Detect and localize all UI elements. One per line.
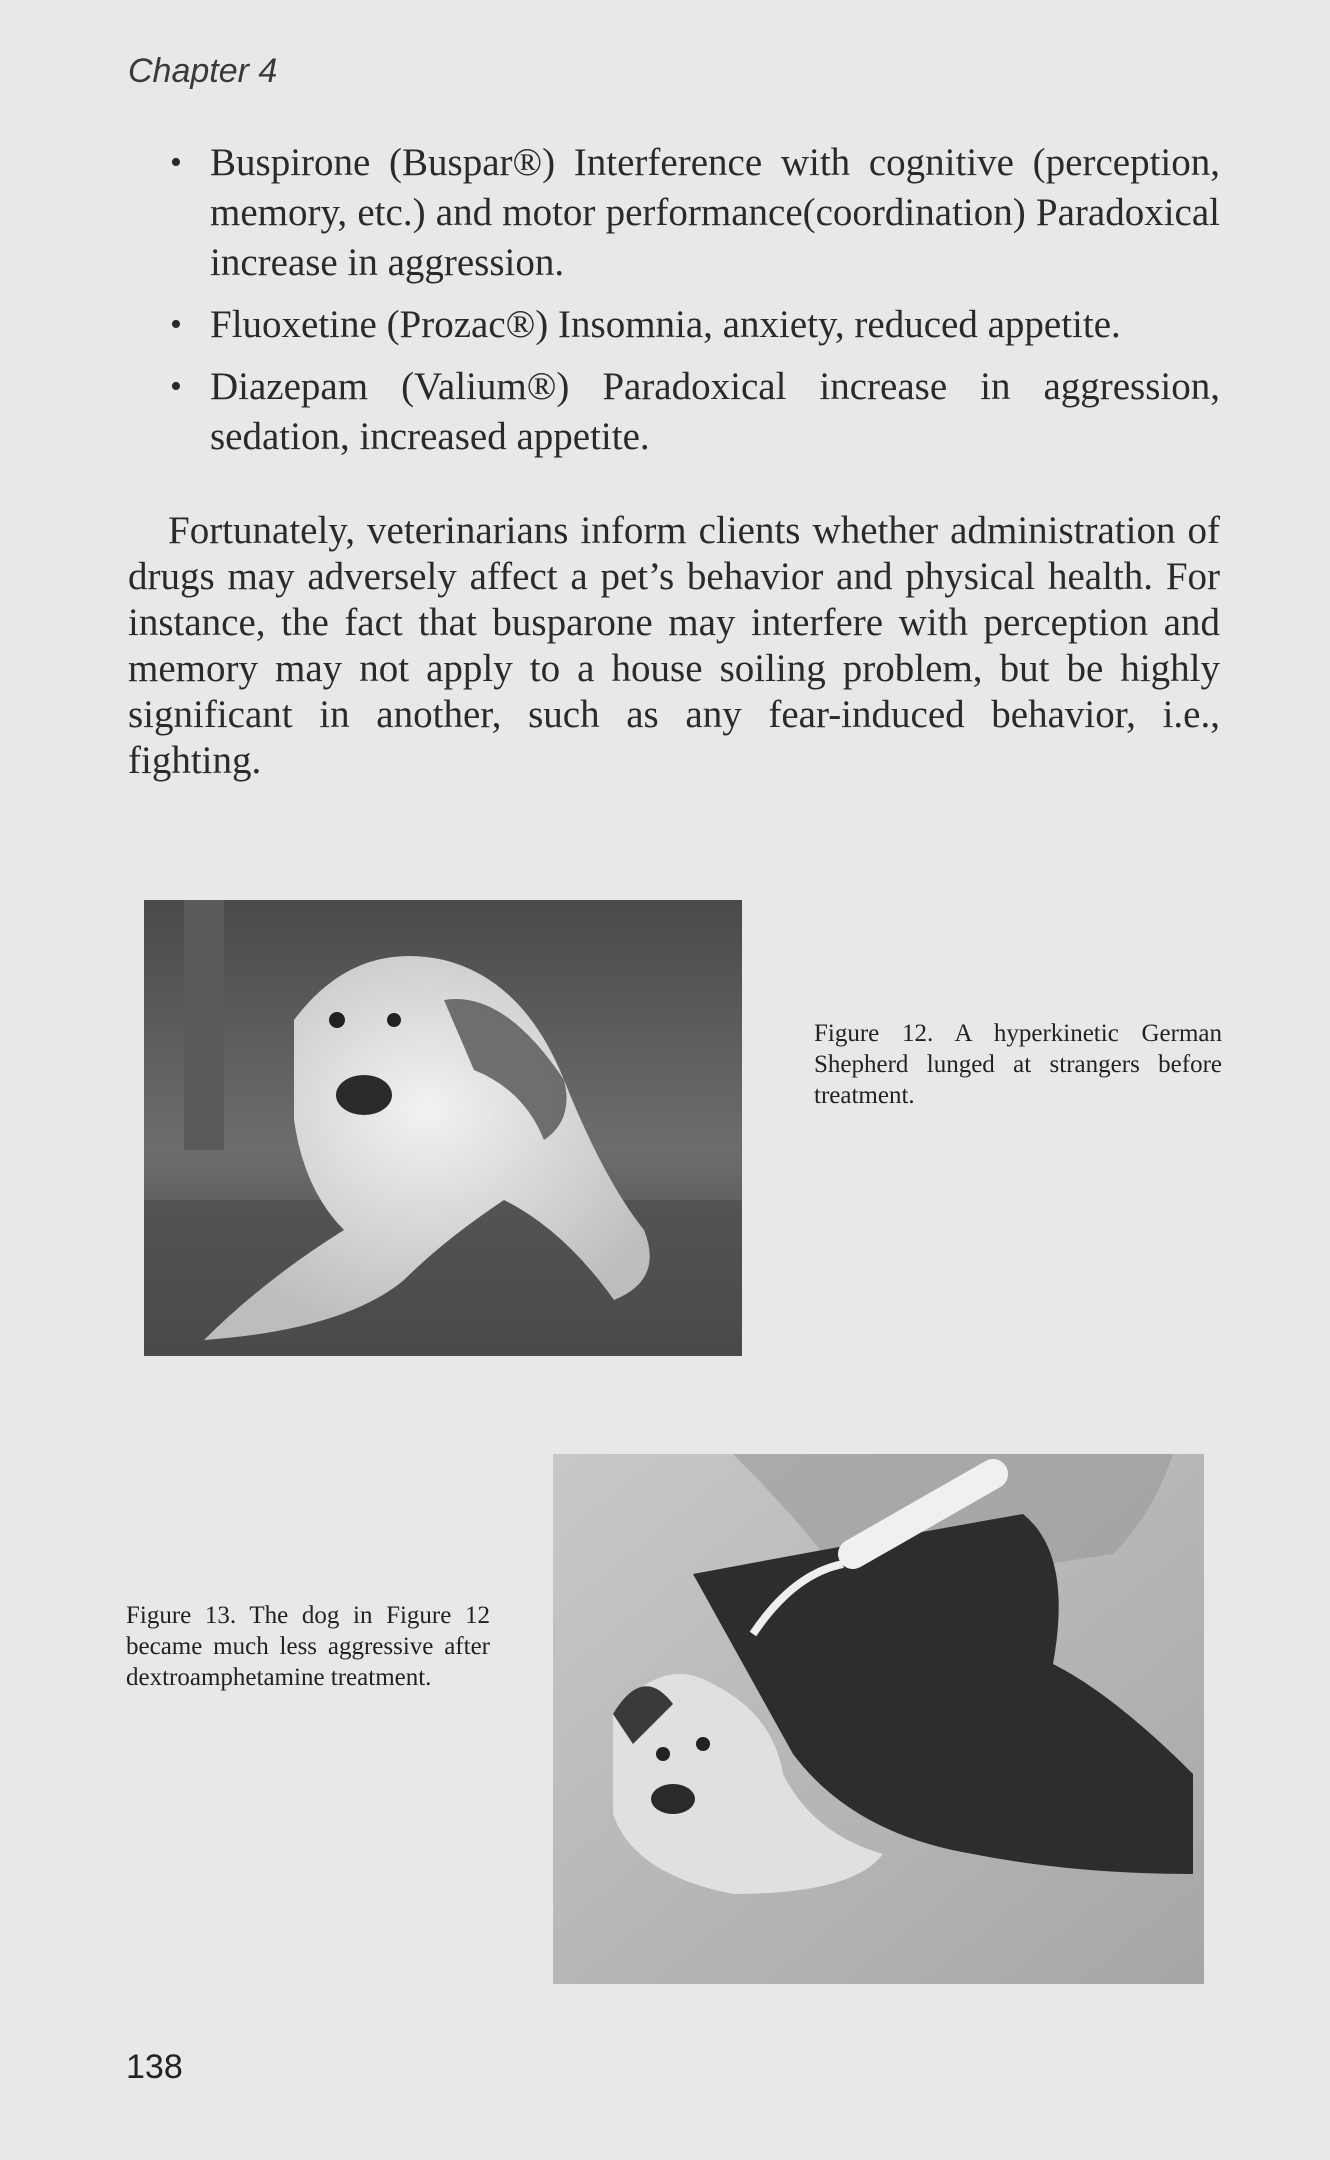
bullet-icon: • — [170, 306, 182, 343]
chapter-header: Chapter 4 — [128, 52, 278, 90]
figure-12-photo — [144, 900, 742, 1356]
page-number: 138 — [126, 2048, 183, 2086]
side-effects-list — [160, 138, 1220, 474]
figure-13-photo — [553, 1454, 1204, 1984]
bullet-icon: • — [170, 144, 182, 181]
list-item-text: Diazepam (Valium®) Paradoxical increase in aggression, sedation, increased appetite. — [210, 365, 1220, 458]
list-item-text: Buspirone (Buspar®) Interference with cognitive (perception, memory, etc.) and motor performance(coordination) Paradoxical increase in aggression. — [210, 141, 1220, 284]
list-item — [160, 362, 1220, 462]
bullet-icon: • — [170, 368, 182, 405]
list-item-text: Fluoxetine (Prozac®) Insomnia, anxiety, reduced appetite. — [210, 303, 1121, 346]
figure-12-caption: Figure 12. A hyperkinetic German Shepherd lunged at strangers before treatment. — [814, 1020, 1222, 1109]
list-item — [160, 138, 1220, 288]
figure-13-caption: Figure 13. The dog in Figure 12 became much less aggressive after dextroamphetamine treatment. — [126, 1602, 490, 1691]
list-item — [160, 300, 1220, 350]
body-paragraph: Fortunately, veterinarians inform clients whether administration of drugs may adversely affect a pet’s behavior and physical health. For instance, the fact that busparone may interfere with perception and memory may not apply to a house soiling problem, but be highly significant in another, such as any fear-induced behavior, i.e., fighting. — [128, 509, 1220, 782]
